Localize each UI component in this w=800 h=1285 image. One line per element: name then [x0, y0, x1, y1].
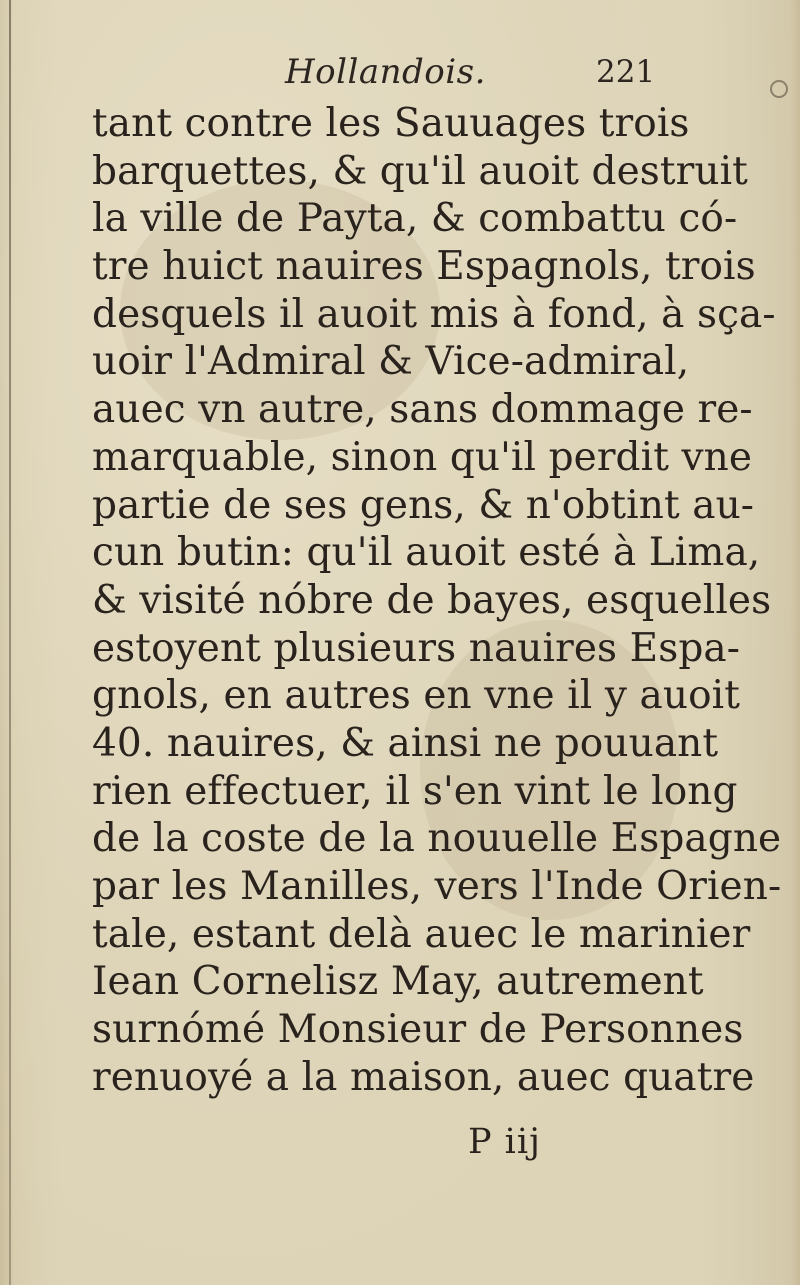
text-line: desquels il auoit mis à fond, à sça- [92, 291, 776, 337]
text-line: renuoyé a la maison, auec quatre [92, 1054, 755, 1100]
text-line: tale, estant delà auec le marinier [92, 911, 751, 957]
text-line: tant contre les Sauuages trois [92, 101, 690, 146]
text-line: de la coste de la nouuelle Espagne [92, 816, 782, 862]
text-line: tre huict nauires Espagnols, trois [92, 244, 756, 290]
text-line: partie de ses gens, & n'obtint au- [92, 482, 755, 528]
text-line: par les Manilles, vers l'Inde Orien- [92, 864, 782, 909]
text-line: estoyent plusieurs nauires Espa- [92, 625, 741, 671]
text-line: Iean Cornelisz May, autrement [92, 959, 704, 1005]
body-text [92, 100, 782, 1101]
text-line: cun butin: qu'il auoit esté à Lima, [92, 530, 761, 576]
text-line: surnómé Monsieur de Personnes [92, 1007, 744, 1053]
text-line: gnols, en autres en vne il y auoit [92, 673, 741, 719]
text-line: la ville de Payta, & combattu có- [92, 196, 738, 242]
text-line: marquable, sinon qu'il perdit vne [92, 434, 752, 480]
text-line: barquettes, & qu'il auoit destruit [92, 148, 748, 194]
text-line: rien effectuer, il s'en vint le long [92, 768, 738, 814]
page-gutter-edge [9, 0, 11, 1285]
text-line: auec vn autre, sans dommage re- [92, 387, 753, 433]
text-line: & visité nóbre de bayes, esquelles [92, 577, 772, 623]
signature-mark: P iij [468, 1122, 541, 1162]
page-number: 221 [596, 54, 656, 90]
text-line: 40. nauires, & ainsi ne pouuant [92, 720, 719, 766]
text-line: uoir l'Admiral & Vice-admiral, [92, 339, 690, 385]
running-title: Hollandois. [285, 52, 486, 92]
page-header [0, 52, 800, 102]
